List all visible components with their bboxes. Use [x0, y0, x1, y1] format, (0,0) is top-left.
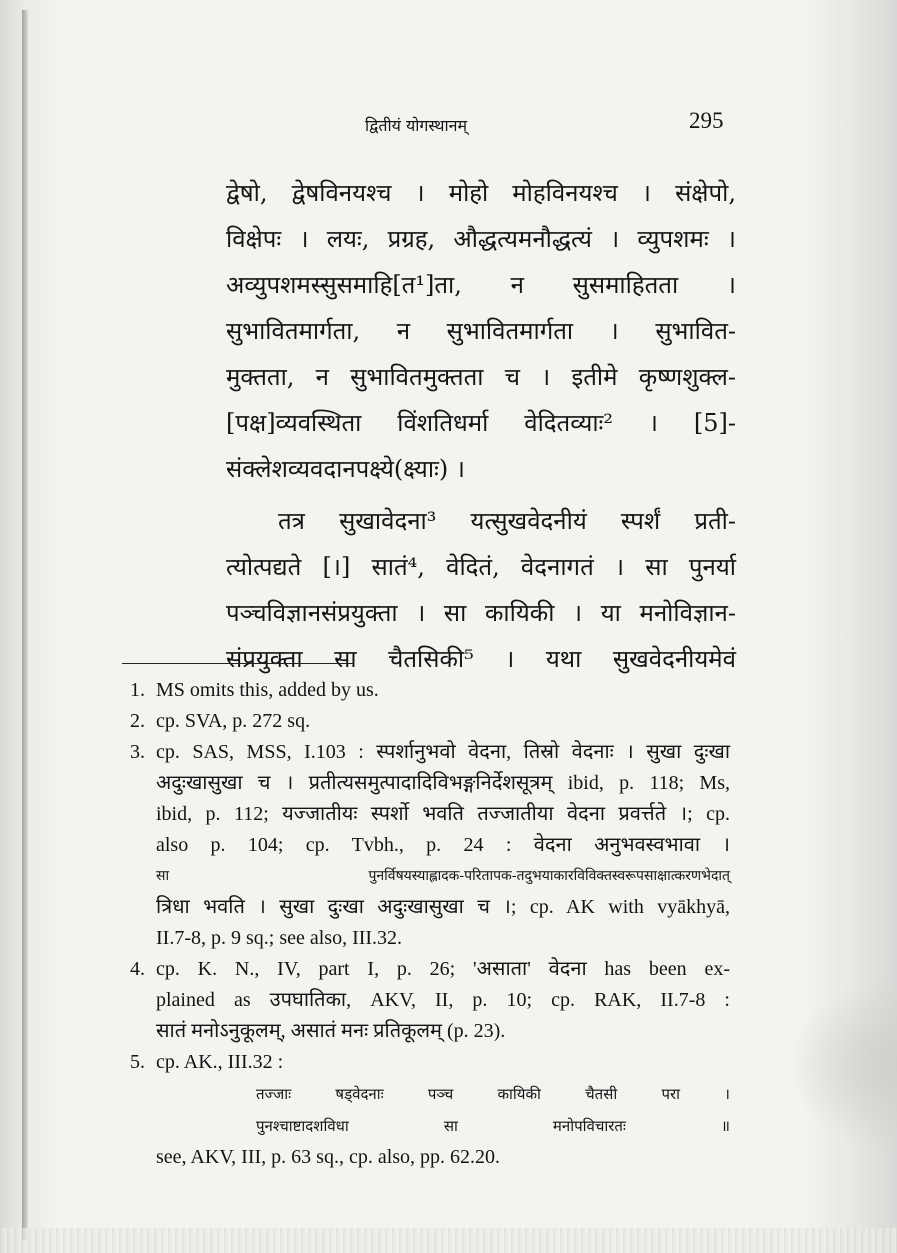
page-number: 295 — [689, 108, 724, 133]
footnote-text: also p. 104; cp. Tvbh., p. 24 : वेदना अनुभवस्वभावा । — [156, 834, 730, 856]
footnote-3 — [130, 737, 730, 954]
text-line: मुक्तता, न सुभावितमुक्तता च । इतीमे कृष्णशुक्ल- — [226, 363, 736, 391]
footnote-number: 5. — [130, 1051, 145, 1073]
text-line: द्वेषो, द्वेषविनयश्च । मोहो मोहविनयश्च । संक्षेपो, — [226, 179, 736, 207]
running-title: द्वितीयं योगस्थानम् — [365, 116, 468, 135]
footnote-text: plained as उपघातिका, AKV, II, p. 10; cp. RAK, II.7-8 : — [156, 989, 730, 1011]
footnote-number: 3. — [130, 741, 145, 763]
footnote-text: सा पुनर्विषयस्याह्लादक-परितापक-तदुभयाकारविविक्तस्वरूपसाक्षात्करणभेदात् — [156, 868, 730, 884]
footnote-2 — [130, 706, 730, 737]
text-line: [पक्ष]व्यवस्थिता विंशतिधर्मा वेदितव्याः² । [5]- — [226, 409, 736, 437]
text-line: सुभावितमार्गता, न सुभावितमार्गता । सुभावित- — [226, 317, 736, 345]
footnote-number: 4. — [130, 958, 145, 980]
footnote-text: cp. K. N., IV, part I, p. 26; 'असाता' वेदना has been ex- — [156, 958, 730, 980]
footnote-text: II.7-8, p. 9 sq.; see also, III.32. — [156, 927, 403, 949]
footnote-text: see, AKV, III, p. 63 sq., cp. also, pp. 62.20. — [156, 1146, 501, 1168]
footnotes — [130, 675, 730, 1173]
text-line: त्योत्पद्यते [।] सातं⁴, वेदितं, वेदनागतं । सा पुनर्या — [226, 553, 736, 581]
footnote-text: cp. SAS, MSS, I.103 : स्पर्शानुभवो वेदना, तिस्रो वेदनाः । सुखा दुःखा — [156, 741, 730, 763]
footnote-text: ibid, p. 112; यज्जातीयः स्पर्शो भवति तज्जातीया वेदना प्रवर्त्तते ।; cp. — [156, 803, 730, 825]
text-line: तत्र सुखावेदना³ यत्सुखवेदनीयं स्पर्शं प्रती- — [278, 507, 736, 535]
footnote-number: 2. — [130, 710, 145, 732]
footnote-text: त्रिधा भवति । सुखा दुःखा अदुःखासुखा च ।; cp. AK with vyākhyā, — [156, 896, 730, 918]
text-line: विक्षेपः । लयः, प्रग्रह, औद्धत्यमनौद्धत्यं । व्युपशमः । — [226, 225, 736, 253]
footnote-text: सातं मनोऽनुकूलम्, असातं मनः प्रतिकूलम् (p. 23). — [156, 1020, 506, 1042]
verse-line: तज्जाः षड्वेदनाः पञ्च कायिकी चैतसी परा । — [256, 1085, 730, 1103]
page-shadow — [787, 980, 897, 1150]
footnote-number: 1. — [130, 679, 145, 701]
text-line: संप्रयुक्ता सा चैतसिकी⁵ । यथा सुखवेदनीयमेवं — [226, 645, 736, 673]
footnote-text: MS omits this, added by us. — [156, 679, 379, 701]
text-line: अव्युपशमस्सुसमाहि[त¹]ता, न सुसमाहितता । — [226, 271, 736, 299]
footnote-5 — [130, 1047, 730, 1173]
scan-edge — [0, 1228, 897, 1253]
footnote-text: अदुःखासुखा च । प्रतीत्यसमुत्पादादिविभङ्गनिर्देशसूत्रम् ibid, p. 118; Ms, — [156, 772, 730, 794]
footnote-1 — [130, 675, 730, 706]
binding-edge — [22, 10, 28, 1240]
footnote-text: cp. AK., III.32 : — [156, 1051, 284, 1073]
text-line: संक्लेशव्यवदानपक्ष्ये(क्ष्याः) । — [226, 455, 465, 483]
footnote-4 — [130, 954, 730, 1047]
footnote-text: cp. SVA, p. 272 sq. — [156, 710, 311, 732]
main-text — [226, 170, 736, 682]
text-line: पञ्चविज्ञानसंप्रयुक्ता । सा कायिकी । या मनोविज्ञान- — [226, 599, 736, 627]
verse-line: पुनश्चाष्टादशविधा सा मनोपविचारतः ॥ — [256, 1117, 730, 1135]
page-header — [365, 108, 765, 142]
footnote-divider — [122, 663, 354, 664]
